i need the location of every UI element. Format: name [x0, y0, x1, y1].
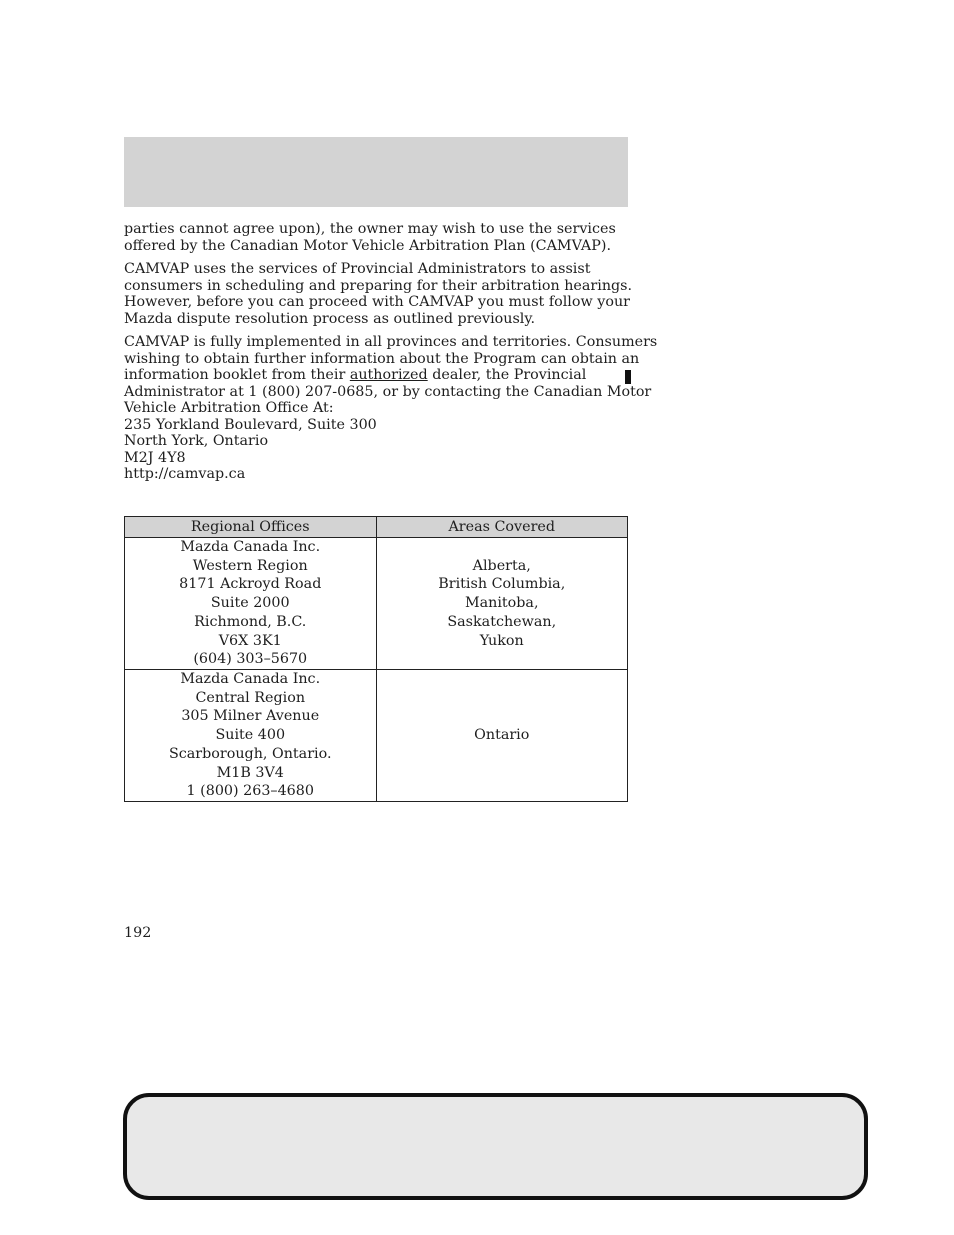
camvap-website: http://camvap.ca — [124, 466, 246, 482]
paragraph-provincial-admin: CAMVAP uses the services of Provincial Administrators to assist consumers in scheduling and preparing for their arbitration hearings. However, before you can proceed with CAMVAP you must follow your Mazda dispute resolution process as outlined previously. — [124, 261, 633, 327]
page-number: 192 — [124, 925, 152, 941]
authorized-underlined-word: authorized — [349, 367, 428, 383]
header-regional-offices: Regional Offices — [125, 517, 377, 538]
table-header-row — [125, 517, 628, 538]
body-text — [124, 221, 658, 490]
revision-change-bar — [625, 370, 631, 384]
section-header-band — [124, 137, 628, 207]
office-cell-central: Mazda Canada Inc. Central Region 305 Milner Avenue Suite 400 Scarborough, Ontario. M1B 3V4 1 (800) 263–4680 — [125, 670, 377, 802]
header-areas-covered: Areas Covered — [376, 517, 628, 538]
address-line-street: 235 Yorkland Boulevard, Suite 300 — [124, 416, 377, 433]
paragraph-contact-info: CAMVAP is fully implemented in all provinces and territories. Consumers wishing to obtain further information about the Program can obtain an information booklet from their authorized dealer, the Provincial Administrator at 1 (800) 207-0685, or by contacting the Canadian Motor Vehicle Arbitration Office At: 235 Yorkland Boulevard, Suite 300 North York, Ontario M2J 4Y8 http://camvap.ca — [124, 334, 658, 482]
paragraph-camvap-intro: parties cannot agree upon), the owner may wish to use the services offered by the Canadian Motor Vehicle Arbitration Plan (CAMVAP). — [124, 221, 616, 254]
table-row — [125, 538, 628, 670]
areas-cell-western: Alberta, British Columbia, Manitoba, Saskatchewan, Yukon — [376, 538, 628, 670]
office-cell-western: Mazda Canada Inc. Western Region 8171 Ackroyd Road Suite 2000 Richmond, B.C. V6X 3K1 (604) 303–5670 — [125, 538, 377, 670]
table-row — [125, 670, 628, 802]
footer-rounded-box — [123, 1093, 868, 1200]
address-line-city: North York, Ontario — [124, 433, 269, 449]
regional-offices-table — [124, 516, 628, 802]
address-line-postal: M2J 4Y8 — [124, 449, 186, 466]
areas-cell-central: Ontario — [376, 670, 628, 802]
